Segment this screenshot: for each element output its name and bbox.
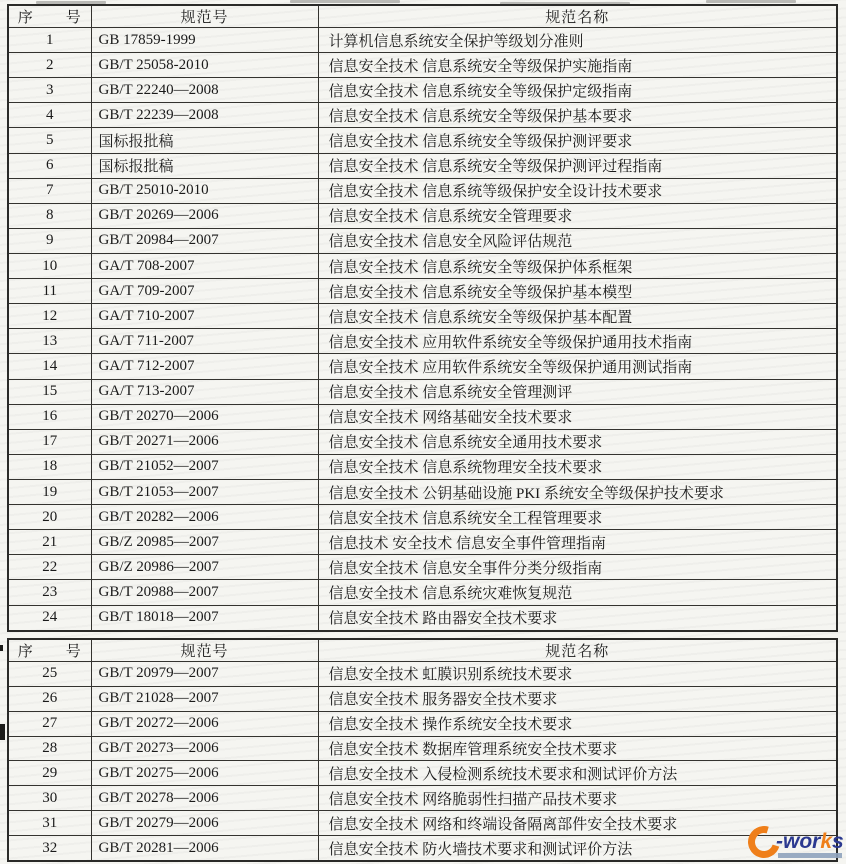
standard-code-cell: GB/T 20979—2007 xyxy=(91,662,318,687)
standard-code-cell: GB/T 20984—2007 xyxy=(91,228,318,253)
standard-code-cell: GB/T 20275—2006 xyxy=(91,761,318,786)
table-row xyxy=(8,203,837,228)
table-row xyxy=(8,555,837,580)
column-header-2: 规范名称 xyxy=(318,639,837,662)
table-row xyxy=(8,505,837,530)
eworks-wordmark-s: s xyxy=(832,829,844,853)
serial-number-cell: 13 xyxy=(8,329,91,354)
standard-name-cell: 信息安全技术 信息安全事件分类分级指南 xyxy=(318,555,837,580)
standard-name-cell: 信息安全技术 公钥基础设施 PKI 系统安全等级保护技术要求 xyxy=(318,479,837,504)
serial-number-cell: 8 xyxy=(8,203,91,228)
standard-code-cell: GB/T 20988—2007 xyxy=(91,580,318,605)
table-row xyxy=(8,605,837,631)
table-row xyxy=(8,662,837,687)
standard-name-cell: 信息安全技术 入侵检测系统技术要求和测试评价方法 xyxy=(318,761,837,786)
scan-streak xyxy=(290,0,400,3)
table-row xyxy=(8,786,837,811)
serial-number-cell: 23 xyxy=(8,580,91,605)
serial-number-cell: 27 xyxy=(8,711,91,736)
table-row xyxy=(8,404,837,429)
serial-number-cell: 20 xyxy=(8,505,91,530)
eworks-underline xyxy=(778,853,842,858)
standard-code-cell: GA/T 713-2007 xyxy=(91,379,318,404)
serial-number-cell: 32 xyxy=(8,836,91,861)
table-row xyxy=(8,379,837,404)
standard-code-cell: 国标报批稿 xyxy=(91,128,318,153)
scan-artifact xyxy=(0,724,5,740)
table-row xyxy=(8,178,837,203)
table-row xyxy=(8,530,837,555)
standard-code-cell: GB/T 21052—2007 xyxy=(91,454,318,479)
table-row xyxy=(8,304,837,329)
standard-code-cell: GB 17859-1999 xyxy=(91,28,318,53)
table-row xyxy=(8,454,837,479)
column-header-1: 规范号 xyxy=(91,5,318,28)
standard-name-cell: 信息安全技术 应用软件系统安全等级保护通用测试指南 xyxy=(318,354,837,379)
table-row xyxy=(8,711,837,736)
column-header-1: 规范号 xyxy=(91,639,318,662)
table-row xyxy=(8,128,837,153)
standard-name-cell: 信息安全技术 信息系统安全管理测评 xyxy=(318,379,837,404)
standard-code-cell: GB/T 20271—2006 xyxy=(91,429,318,454)
column-header-2: 规范名称 xyxy=(318,5,837,28)
standard-code-cell: GB/T 21053—2007 xyxy=(91,479,318,504)
standard-name-cell: 信息安全技术 信息系统安全等级保护测评要求 xyxy=(318,128,837,153)
table-row xyxy=(8,28,837,53)
standard-code-cell: GB/T 25010-2010 xyxy=(91,178,318,203)
standards-table-upper xyxy=(7,4,838,632)
standard-code-cell: GB/T 22240—2008 xyxy=(91,78,318,103)
serial-number-cell: 7 xyxy=(8,178,91,203)
table-row xyxy=(8,761,837,786)
standard-name-cell: 信息安全技术 信息系统安全等级保护定级指南 xyxy=(318,78,837,103)
standard-code-cell: GB/T 18018—2007 xyxy=(91,605,318,631)
serial-number-cell: 14 xyxy=(8,354,91,379)
eworks-logo xyxy=(748,822,846,862)
standard-name-cell: 信息安全技术 信息系统安全通用技术要求 xyxy=(318,429,837,454)
table-row xyxy=(8,53,837,78)
standard-name-cell: 信息安全技术 操作系统安全技术要求 xyxy=(318,711,837,736)
standard-name-cell: 信息安全技术 应用软件系统安全等级保护通用技术指南 xyxy=(318,329,837,354)
standard-code-cell: GB/T 20278—2006 xyxy=(91,786,318,811)
standard-code-cell: GB/T 21028—2007 xyxy=(91,686,318,711)
standards-table-lower xyxy=(7,638,838,862)
serial-number-cell: 16 xyxy=(8,404,91,429)
standard-name-cell: 信息安全技术 信息系统安全工程管理要求 xyxy=(318,505,837,530)
standard-name-cell: 信息安全技术 信息安全风险评估规范 xyxy=(318,228,837,253)
standard-code-cell: GA/T 711-2007 xyxy=(91,329,318,354)
standard-code-cell: GB/T 20270—2006 xyxy=(91,404,318,429)
standard-code-cell: GB/Z 20985—2007 xyxy=(91,530,318,555)
standard-name-cell: 信息安全技术 信息系统灾难恢复规范 xyxy=(318,580,837,605)
table-row xyxy=(8,836,837,861)
standard-code-cell: GA/T 712-2007 xyxy=(91,354,318,379)
standard-code-cell: GB/T 20273—2006 xyxy=(91,736,318,761)
serial-number-cell: 18 xyxy=(8,454,91,479)
serial-number-cell: 5 xyxy=(8,128,91,153)
standard-code-cell: 国标报批稿 xyxy=(91,153,318,178)
standard-code-cell: GB/T 22239—2008 xyxy=(91,103,318,128)
standard-code-cell: GB/T 25058-2010 xyxy=(91,53,318,78)
standard-code-cell: GA/T 709-2007 xyxy=(91,279,318,304)
scan-artifact xyxy=(0,645,3,651)
serial-number-cell: 29 xyxy=(8,761,91,786)
header-row xyxy=(8,639,837,662)
standard-name-cell: 信息安全技术 信息系统安全管理要求 xyxy=(318,203,837,228)
table-row xyxy=(8,103,837,128)
table-row xyxy=(8,153,837,178)
serial-number-cell: 24 xyxy=(8,605,91,631)
serial-number-cell: 4 xyxy=(8,103,91,128)
table-row xyxy=(8,354,837,379)
table-row xyxy=(8,811,837,836)
standard-code-cell: GB/T 20282—2006 xyxy=(91,505,318,530)
serial-number-cell: 19 xyxy=(8,479,91,504)
standard-code-cell: GB/T 20272—2006 xyxy=(91,711,318,736)
standard-name-cell: 信息安全技术 防火墙技术要求和测试评价方法 xyxy=(318,836,837,861)
serial-number-cell: 30 xyxy=(8,786,91,811)
serial-number-cell: 25 xyxy=(8,662,91,687)
standard-name-cell: 信息安全技术 虹膜识别系统技术要求 xyxy=(318,662,837,687)
standard-code-cell: GA/T 708-2007 xyxy=(91,253,318,278)
serial-number-cell: 10 xyxy=(8,253,91,278)
table-row xyxy=(8,736,837,761)
standard-name-cell: 信息安全技术 信息系统安全等级保护测评过程指南 xyxy=(318,153,837,178)
standard-name-cell: 信息技术 安全技术 信息安全事件管理指南 xyxy=(318,530,837,555)
table-row xyxy=(8,686,837,711)
standard-name-cell: 信息安全技术 信息系统安全等级保护基本配置 xyxy=(318,304,837,329)
standard-name-cell: 信息安全技术 信息系统安全等级保护体系框架 xyxy=(318,253,837,278)
column-header-0: 序 号 xyxy=(8,639,91,662)
standard-code-cell: GB/Z 20986—2007 xyxy=(91,555,318,580)
serial-number-cell: 1 xyxy=(8,28,91,53)
standard-name-cell: 信息安全技术 服务器安全技术要求 xyxy=(318,686,837,711)
serial-number-cell: 3 xyxy=(8,78,91,103)
eworks-wordmark-k: k xyxy=(820,829,833,853)
standard-name-cell: 信息安全技术 数据库管理系统安全技术要求 xyxy=(318,736,837,761)
serial-number-cell: 22 xyxy=(8,555,91,580)
table-row xyxy=(8,253,837,278)
table-row xyxy=(8,429,837,454)
serial-number-cell: 26 xyxy=(8,686,91,711)
serial-number-cell: 9 xyxy=(8,228,91,253)
standard-name-cell: 信息安全技术 网络脆弱性扫描产品技术要求 xyxy=(318,786,837,811)
serial-number-cell: 2 xyxy=(8,53,91,78)
eworks-wordmark-wor: -wor xyxy=(776,829,821,853)
standard-code-cell: GA/T 710-2007 xyxy=(91,304,318,329)
serial-number-cell: 17 xyxy=(8,429,91,454)
table-row xyxy=(8,580,837,605)
table-row xyxy=(8,479,837,504)
eworks-wordmark xyxy=(776,831,844,852)
header-row xyxy=(8,5,837,28)
standard-name-cell: 信息安全技术 信息系统物理安全技术要求 xyxy=(318,454,837,479)
serial-number-cell: 31 xyxy=(8,811,91,836)
standard-code-cell: GB/T 20279—2006 xyxy=(91,811,318,836)
serial-number-cell: 6 xyxy=(8,153,91,178)
serial-number-cell: 21 xyxy=(8,530,91,555)
standard-name-cell: 信息安全技术 网络基础安全技术要求 xyxy=(318,404,837,429)
serial-number-cell: 28 xyxy=(8,736,91,761)
serial-number-cell: 15 xyxy=(8,379,91,404)
standard-name-cell: 信息安全技术 路由器安全技术要求 xyxy=(318,605,837,631)
serial-number-cell: 12 xyxy=(8,304,91,329)
table-row xyxy=(8,329,837,354)
standard-name-cell: 计算机信息系统安全保护等级划分准则 xyxy=(318,28,837,53)
table-row xyxy=(8,279,837,304)
standard-name-cell: 信息安全技术 网络和终端设备隔离部件安全技术要求 xyxy=(318,811,837,836)
table-row xyxy=(8,228,837,253)
serial-number-cell: 11 xyxy=(8,279,91,304)
table-row xyxy=(8,78,837,103)
standard-code-cell: GB/T 20281—2006 xyxy=(91,836,318,861)
standard-name-cell: 信息安全技术 信息系统安全等级保护实施指南 xyxy=(318,53,837,78)
standard-name-cell: 信息安全技术 信息系统安全等级保护基本模型 xyxy=(318,279,837,304)
standard-name-cell: 信息安全技术 信息系统安全等级保护基本要求 xyxy=(318,103,837,128)
scan-streak xyxy=(706,0,796,3)
standard-code-cell: GB/T 20269—2006 xyxy=(91,203,318,228)
standard-name-cell: 信息安全技术 信息系统等级保护安全设计技术要求 xyxy=(318,178,837,203)
column-header-0: 序 号 xyxy=(8,5,91,28)
